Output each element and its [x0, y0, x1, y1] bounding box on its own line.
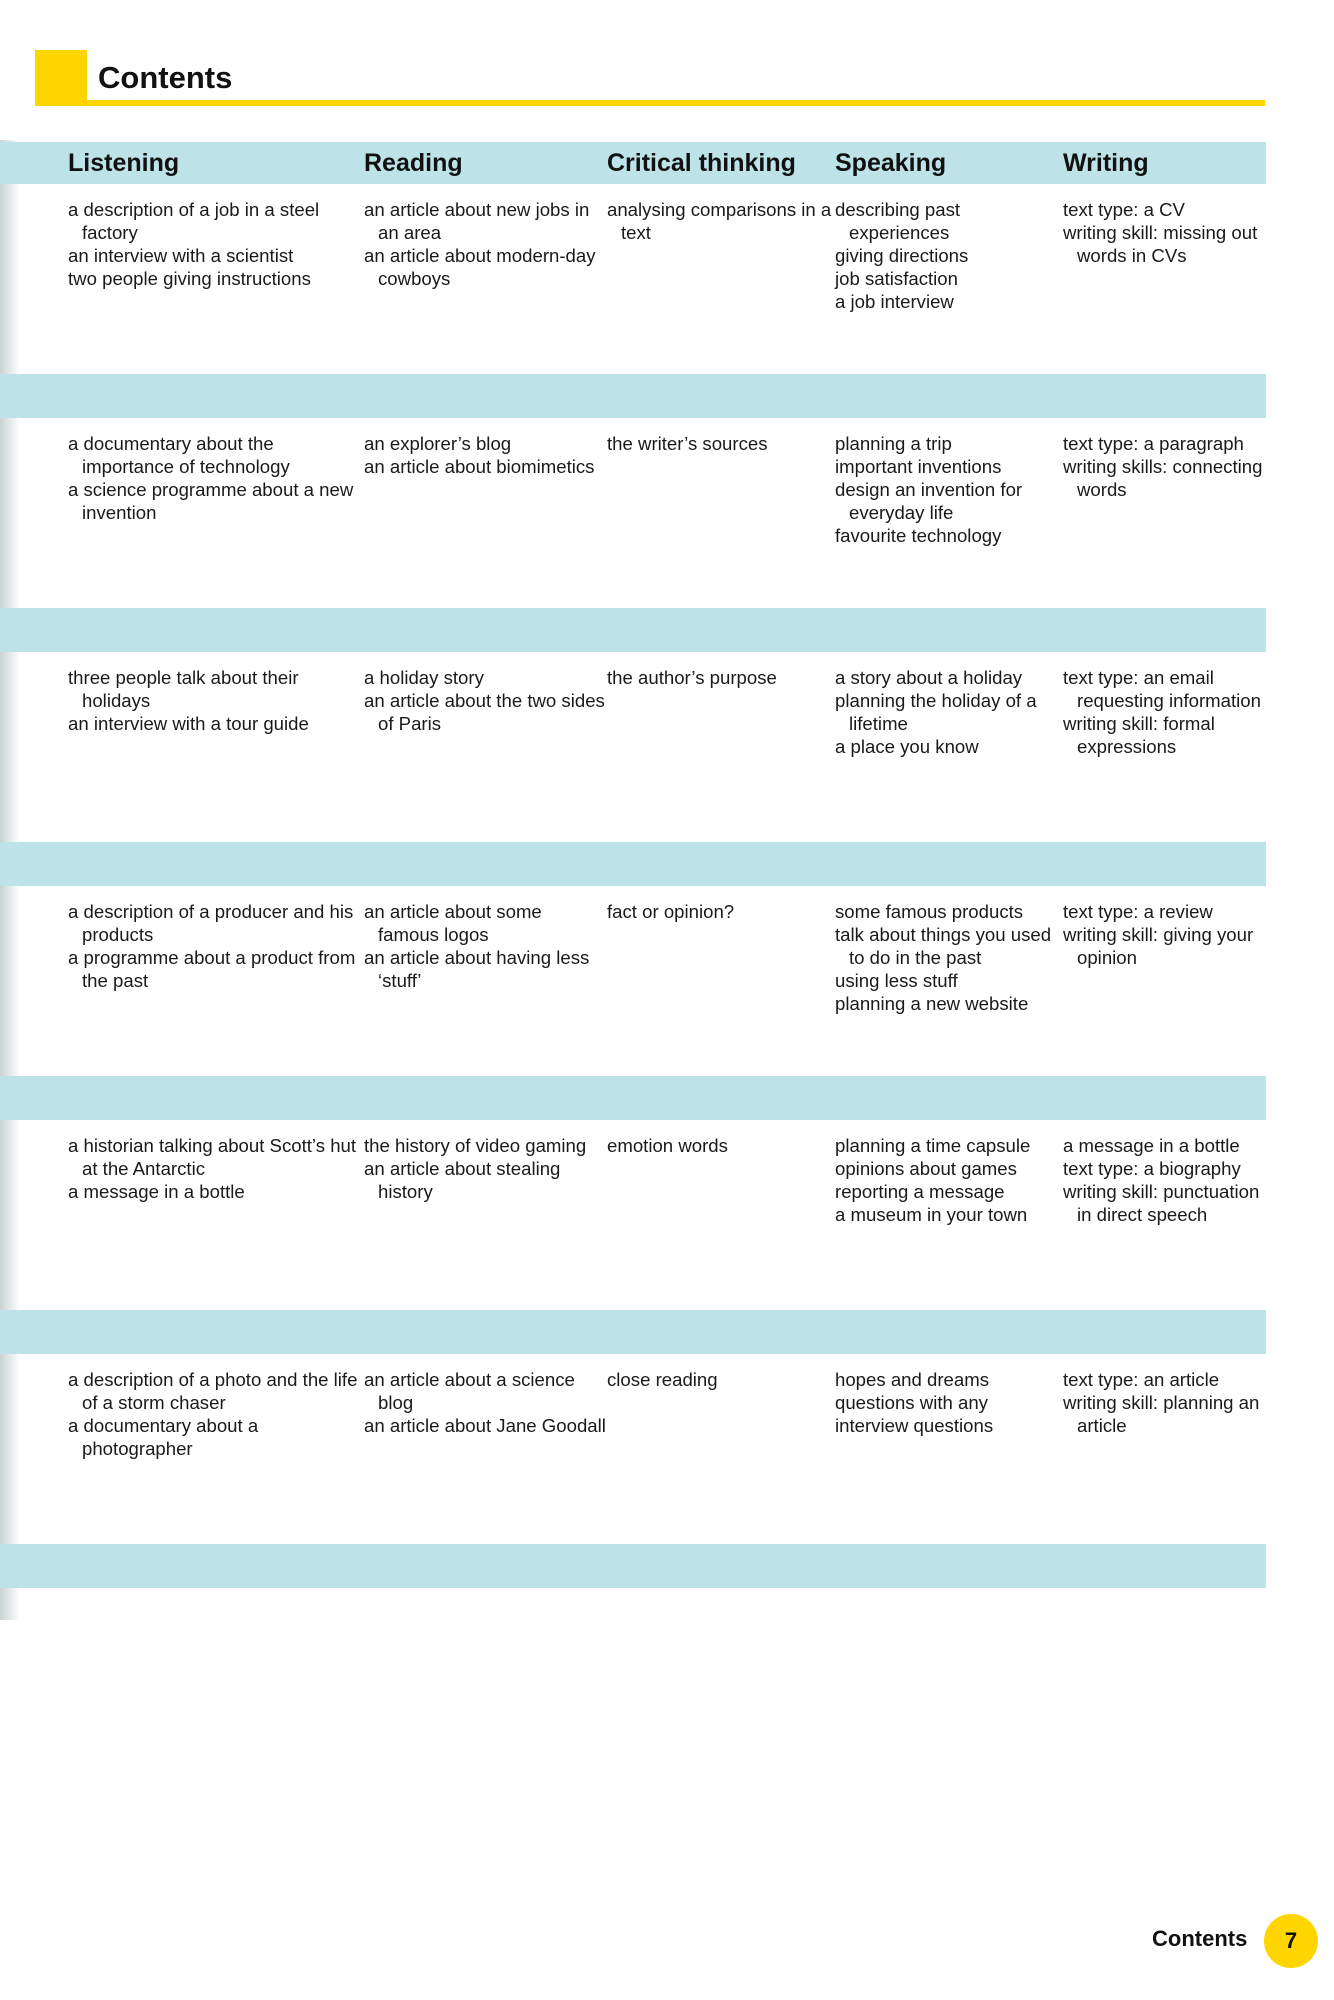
column-headers: [0, 142, 1266, 184]
cell-entry: an interview with a scientist: [68, 245, 294, 266]
cell-critical: [607, 652, 835, 842]
cell-entry: writing skills: connecting words: [1063, 456, 1263, 500]
contents-table: [0, 142, 1266, 1588]
cell-entry: fact or opinion?: [607, 901, 735, 922]
cell-speaking: [835, 1120, 1063, 1310]
cell-entry: an article about a science blog: [364, 1369, 575, 1413]
cell-entry: writing skill: formal expressions: [1063, 713, 1215, 757]
cell-entry: text type: a CV: [1063, 199, 1185, 220]
cell-entry: a description of a job in a steel factory: [68, 199, 320, 243]
cell-entry: giving directions: [835, 245, 969, 266]
cell-entry: a story about a holiday: [835, 667, 1023, 688]
cell-entry: an article about stealing history: [364, 1158, 561, 1202]
table-row: [0, 652, 1266, 842]
cell-entry: analysing comparisons in a text: [607, 199, 832, 243]
cell-entry: questions with any: [835, 1392, 988, 1413]
cell-listening: [0, 886, 364, 1076]
cell-entry: text type: an article: [1063, 1369, 1220, 1390]
cell-entry: a historian talking about Scott’s hut at the Antarctic: [68, 1135, 357, 1179]
row-divider-band: [0, 842, 1266, 886]
cell-entry: writing skill: punctuation in direct speech: [1063, 1181, 1260, 1225]
column-header-listening: Listening: [68, 148, 180, 177]
column-header-writing: Writing: [1063, 148, 1149, 177]
cell-entry: an article about having less ‘stuff’: [364, 947, 590, 991]
row-divider-band: [0, 1076, 1266, 1120]
header-rule: [35, 100, 1265, 106]
cell-entry: text type: a review: [1063, 901, 1213, 922]
cell-entry: job satisfaction: [835, 268, 958, 289]
cell-entry: emotion words: [607, 1135, 728, 1156]
cell-entry: the writer’s sources: [607, 433, 768, 454]
cell-entry: an interview with a tour guide: [68, 713, 309, 734]
cell-entry: an article about new jobs in an area: [364, 199, 590, 243]
cell-entry: important inventions: [835, 456, 1002, 477]
cell-writing: [1063, 1120, 1263, 1310]
cell-entry: describing past experiences: [835, 199, 961, 243]
cell-entry: a description of a photo and the life of a storm chaser: [68, 1369, 358, 1413]
cell-reading: [364, 418, 607, 608]
cell-entry: interview questions: [835, 1415, 994, 1436]
cell-entry: text type: an email requesting information: [1063, 667, 1261, 711]
row-divider-band: [0, 374, 1266, 418]
cell-listening: [0, 1120, 364, 1310]
cell-speaking: [835, 886, 1063, 1076]
cell-entry: two people giving instructions: [68, 268, 311, 289]
table-row: [0, 1354, 1266, 1544]
cell-listening: [0, 184, 364, 374]
cell-reading: [364, 1120, 607, 1310]
cell-entry: hopes and dreams: [835, 1369, 990, 1390]
table-row: [0, 1120, 1266, 1310]
cell-writing: [1063, 1354, 1263, 1544]
cell-entry: talk about things you used to do in the past: [835, 924, 1052, 968]
cell-entry: design an invention for everyday life: [835, 479, 1023, 523]
column-header-reading: Reading: [364, 148, 463, 177]
cell-entry: text type: a paragraph: [1063, 433, 1244, 454]
cell-entry: a description of a producer and his products: [68, 901, 354, 945]
cell-writing: [1063, 652, 1263, 842]
cell-writing: [1063, 886, 1263, 1076]
page-title: Contents: [98, 60, 233, 95]
row-divider-band: [0, 1544, 1266, 1588]
cell-listening: [0, 652, 364, 842]
cell-entry: writing skill: planning an article: [1063, 1392, 1260, 1436]
cell-entry: favourite technology: [835, 525, 1002, 546]
cell-writing: [1063, 184, 1263, 374]
cell-entry: three people talk about their holidays: [68, 667, 299, 711]
header-yellow-block: [35, 50, 87, 102]
cell-critical: [607, 1120, 835, 1310]
cell-writing: [1063, 418, 1263, 608]
table-body: [0, 184, 1266, 1588]
cell-speaking: [835, 1354, 1063, 1544]
cell-entry: an article about biomimetics: [364, 456, 595, 477]
column-header-critical-thinking: Critical thinking: [607, 148, 796, 177]
table-row: [0, 184, 1266, 374]
cell-reading: [364, 886, 607, 1076]
cell-entry: reporting a message: [835, 1181, 1005, 1202]
cell-entry: a message in a bottle: [1063, 1135, 1240, 1156]
cell-entry: planning a trip: [835, 433, 952, 454]
cell-entry: the history of video gaming: [364, 1135, 587, 1156]
footer-section-label: Contents: [1152, 1926, 1248, 1951]
cell-entry: some famous products: [835, 901, 1024, 922]
cell-entry: opinions about games: [835, 1158, 1017, 1179]
cell-critical: [607, 1354, 835, 1544]
cell-listening: [0, 418, 364, 608]
cell-entry: an article about Jane Goodall: [364, 1415, 606, 1436]
cell-entry: planning the holiday of a lifetime: [835, 690, 1037, 734]
column-header-speaking: Speaking: [835, 148, 947, 177]
cell-entry: an article about some famous logos: [364, 901, 542, 945]
cell-entry: an explorer’s blog: [364, 433, 512, 454]
cell-entry: the author’s purpose: [607, 667, 777, 688]
cell-reading: [364, 1354, 607, 1544]
cell-entry: a museum in your town: [835, 1204, 1028, 1225]
cell-reading: [364, 652, 607, 842]
cell-entry: an article about modern-day cowboys: [364, 245, 596, 289]
cell-entry: planning a time capsule: [835, 1135, 1031, 1156]
cell-speaking: [835, 418, 1063, 608]
table-row: [0, 418, 1266, 608]
cell-reading: [364, 184, 607, 374]
table-row: [0, 886, 1266, 1076]
cell-entry: a place you know: [835, 736, 979, 757]
cell-entry: a message in a bottle: [68, 1181, 245, 1202]
cell-listening: [0, 1354, 364, 1544]
cell-critical: [607, 418, 835, 608]
cell-critical: [607, 886, 835, 1076]
cell-entry: an article about the two sides of Paris: [364, 690, 605, 734]
row-divider-band: [0, 608, 1266, 652]
cell-entry: a science programme about a new invention: [68, 479, 354, 523]
row-divider-band: [0, 1310, 1266, 1354]
cell-speaking: [835, 184, 1063, 374]
cell-entry: a documentary about a photographer: [68, 1415, 259, 1459]
cell-critical: [607, 184, 835, 374]
cell-entry: text type: a biography: [1063, 1158, 1241, 1179]
cell-entry: a documentary about the importance of technology: [68, 433, 290, 477]
cell-entry: planning a new website: [835, 993, 1029, 1014]
cell-entry: a programme about a product from the past: [68, 947, 356, 991]
cell-speaking: [835, 652, 1063, 842]
cell-entry: close reading: [607, 1369, 718, 1390]
cell-entry: writing skill: giving your opinion: [1063, 924, 1254, 968]
page-number-badge: 7: [1264, 1914, 1318, 1968]
cell-entry: using less stuff: [835, 970, 958, 991]
cell-entry: a holiday story: [364, 667, 484, 688]
cell-entry: writing skill: missing out words in CVs: [1063, 222, 1258, 266]
cell-entry: a job interview: [835, 291, 954, 312]
